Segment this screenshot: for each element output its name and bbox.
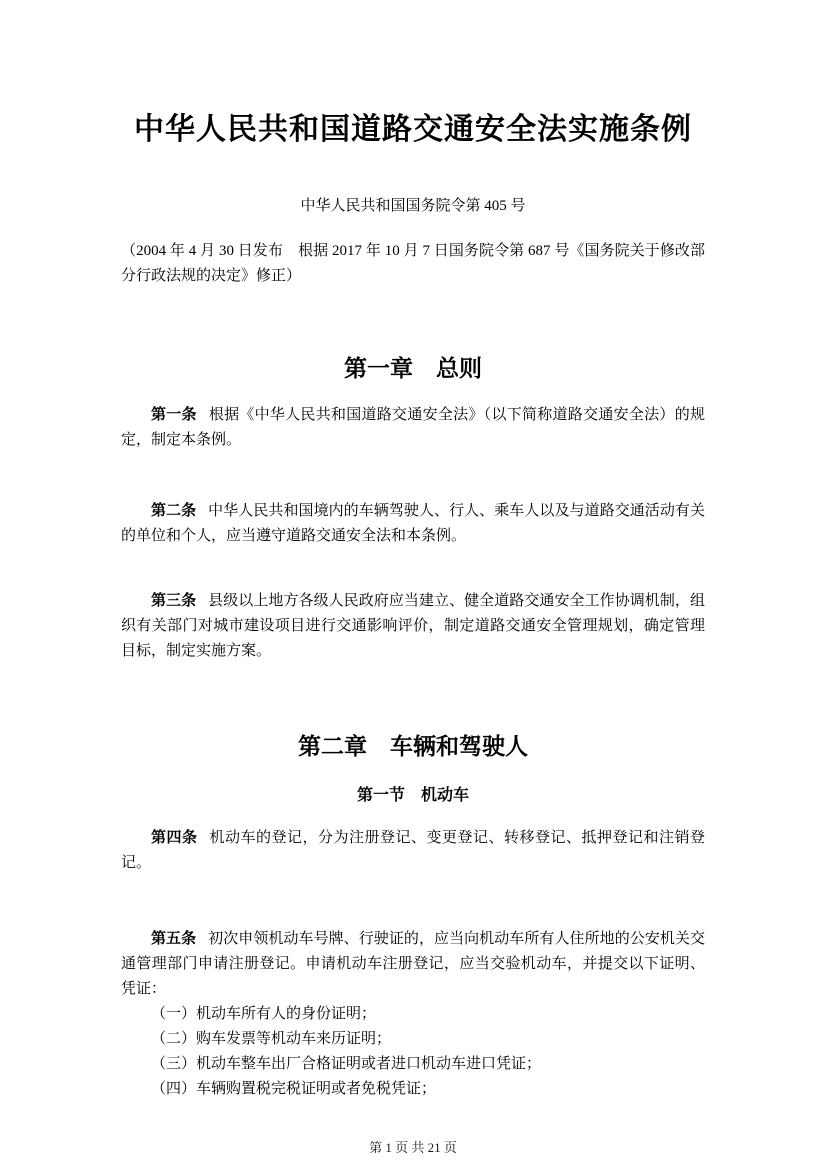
article-5-text: 初次申领机动车号牌、行驶证的，应当向机动车所有人住所地的公安机关交通管理部门申请注册登记。申请机动车注册登记，应当交验机动车，并提交以下证明、凭证：: [121, 931, 705, 997]
article-5-number: 第五条: [151, 930, 197, 947]
article-5: [121, 926, 705, 1002]
article-2-text: 中华人民共和国境内的车辆驾驶人、行人、乘车人以及与道路交通活动有关的单位和个人，应当遵守道路交通安全法和本条例。: [121, 503, 705, 544]
article-5-item-4: （四）车辆购置税完税证明或者免税凭证；: [151, 1081, 437, 1097]
article-5-item-1: （一）机动车所有人的身份证明；: [151, 1006, 377, 1022]
article-3-number: 第三条: [151, 592, 197, 609]
article-1-number: 第一条: [151, 406, 197, 423]
article-2: [121, 498, 705, 549]
article-4: [121, 825, 705, 876]
chapter-2-heading: 第二章 车辆和驾驶人: [298, 733, 528, 759]
document-title: 中华人民共和国道路交通安全法实施条例: [134, 112, 692, 147]
article-1: [121, 402, 705, 453]
article-5-item-3: （三）机动车整车出厂合格证明或者进口机动车进口凭证；: [151, 1056, 542, 1072]
article-3-text: 县级以上地方各级人民政府应当建立、健全道路交通安全工作协调机制，组织有关部门对城市建设项目进行交通影响评价，制定道路交通安全管理规划，确定管理目标，制定实施方案。: [121, 593, 705, 659]
decree-number-line: 中华人民共和国国务院令第 405 号: [300, 198, 526, 214]
revision-note: （2004 年 4 月 30 日发布 根据 2017 年 10 月 7 日国务院令第 687 号《国务院关于修改部分行政法规的决定》修正）: [121, 243, 705, 284]
chapter-1-heading: 第一章 总则: [344, 355, 482, 381]
article-3: [121, 588, 705, 664]
page-number-footer: 第 1 页 共 21 页: [369, 1140, 457, 1155]
article-4-number: 第四条: [151, 829, 198, 846]
article-5-item-2: （二）购车发票等机动车来历证明；: [151, 1031, 392, 1047]
article-4-text: 机动车的登记，分为注册登记、变更登记、转移登记、抵押登记和注销登记。: [121, 830, 705, 871]
section-1-heading: 第一节 机动车: [356, 787, 469, 804]
article-1-text: 根据《中华人民共和国道路交通安全法》（以下简称道路交通安全法）的规定，制定本条例。: [121, 407, 705, 448]
article-2-number: 第二条: [151, 502, 197, 519]
